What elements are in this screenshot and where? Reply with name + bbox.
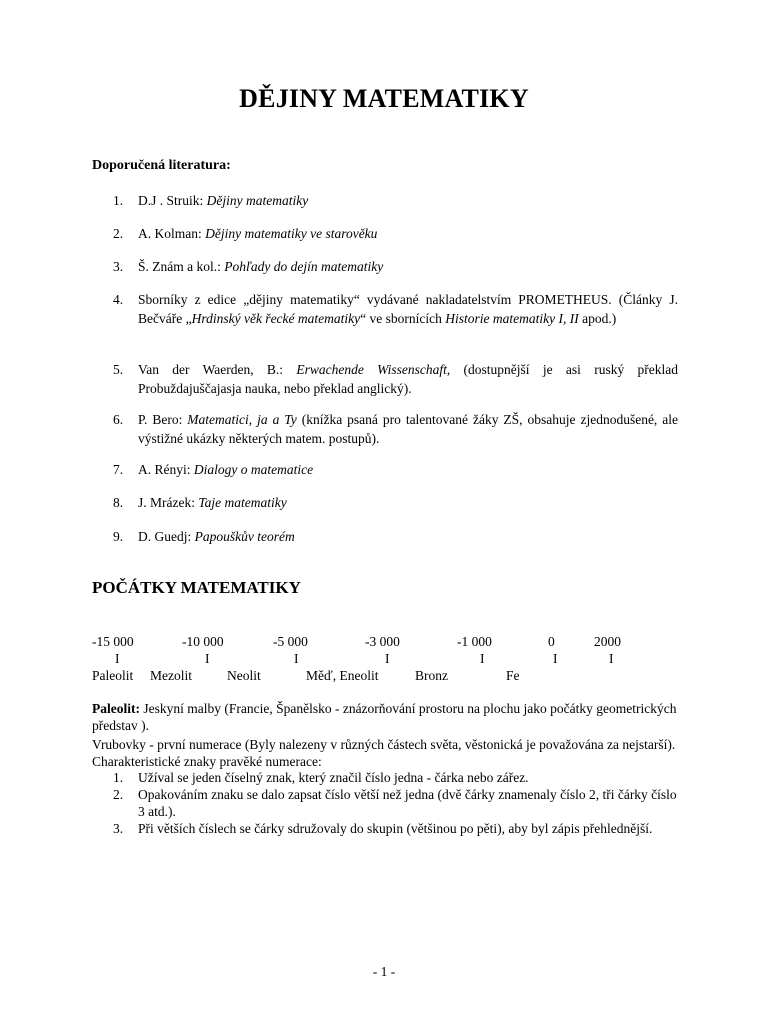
item-number: 5. [113, 362, 124, 377]
section-heading: POČÁTKY MATEMATIKY [92, 578, 301, 597]
timeline-period: Bronz [415, 668, 448, 683]
timeline-year: -5 000 [273, 634, 308, 649]
item-number: 1. [113, 770, 124, 785]
item-text: J. Mrázek: Taje matematiky [138, 495, 287, 510]
item-text: Při větších číslech se čárky sdružovaly do skupin (většinou po pěti), aby byl zápis přehlednější. [138, 821, 653, 836]
item-number: 4. [113, 292, 124, 307]
item-text: A. Rényi: Dialogy o matematice [138, 462, 314, 477]
item-text: Opakováním znaku se dalo zapsat číslo větší než jedna (dvě čárky znamenaly číslo 2, tři čárky číslo 3 atd.). [138, 787, 677, 819]
item-text: A. Kolman: Dějiny matematiky ve starověku [138, 226, 378, 241]
item-number: 2. [113, 787, 124, 802]
paleolit-paragraph [92, 700, 678, 734]
item-text: Sborníky z edice „dějiny matematiky“ vydávané nakladatelstvím PROMETHEUS. (Články J. Bečváře „Hrdinský věk řecké matematiky“ ve sbornících Historie matematiky I, II apod.) [138, 292, 678, 326]
item-number: 3. [113, 821, 124, 836]
timeline-marker: I [115, 651, 120, 666]
timeline-marker: I [480, 651, 485, 666]
vrubovky-paragraph: Vrubovky - první numerace (Byly nalezeny v různých částech světa, věstonická je považována za nejstarší). Charakteristické znaky pravěké numerace: [92, 737, 676, 769]
item-number: 6. [113, 412, 124, 427]
timeline-period: Mezolit [150, 668, 192, 683]
item-number: 3. [113, 259, 124, 274]
timeline-year: 0 [548, 634, 555, 649]
item-number: 2. [113, 226, 124, 241]
item-text: Š. Znám a kol.: Pohľady do dejín matematiky [138, 259, 384, 274]
item-text: Užíval se jeden číselný znak, který značil číslo jedna - čárka nebo zářez. [138, 770, 529, 785]
timeline-marker: I [205, 651, 210, 666]
item-number: 7. [113, 462, 124, 477]
timeline-year: -3 000 [365, 634, 400, 649]
timeline-year: -15 000 [92, 634, 134, 649]
item-number: 1. [113, 193, 124, 208]
item-text: Van der Waerden, B.: Erwachende Wissenschaft, (dostupnější je asi ruský překlad Probuždajuščajasja nauka, nebo překlad anglický). [138, 362, 678, 396]
timeline-marker: I [609, 651, 614, 666]
timeline-period: Fe [506, 668, 520, 683]
timeline-period: Paleolit [92, 668, 134, 683]
item-text: D.J . Struik: Dějiny matematiky [138, 193, 309, 208]
item-text: D. Guedj: Papouškův teorém [138, 529, 295, 544]
timeline-period: Neolit [227, 668, 261, 683]
timeline-year: 2000 [594, 634, 621, 649]
timeline-period: Měď, Eneolit [306, 668, 379, 683]
timeline-year: -10 000 [182, 634, 224, 649]
paleolit-text: Jeskyní malby (Francie, Španělsko - znázorňování prostoru na plochu jako počátky geometrických představ ). [92, 701, 677, 733]
timeline-marker: I [294, 651, 299, 666]
timeline-marker: I [553, 651, 558, 666]
page-number: - 1 - [372, 964, 396, 979]
literature-heading: Doporučená literatura: [92, 158, 231, 173]
item-text: P. Bero: Matematici, ja a Ty (knížka psaná pro talentované žáky ZŠ, obsahuje zjednodušené, ale výstižné ukázky některých matem. postupů). [138, 412, 678, 446]
timeline-marker: I [385, 651, 390, 666]
item-number: 9. [113, 529, 124, 544]
timeline-year: -1 000 [457, 634, 492, 649]
document-title: DĚJINY MATEMATIKY [239, 84, 529, 113]
item-number: 8. [113, 495, 124, 510]
paleolit-label: Paleolit: [92, 701, 140, 716]
